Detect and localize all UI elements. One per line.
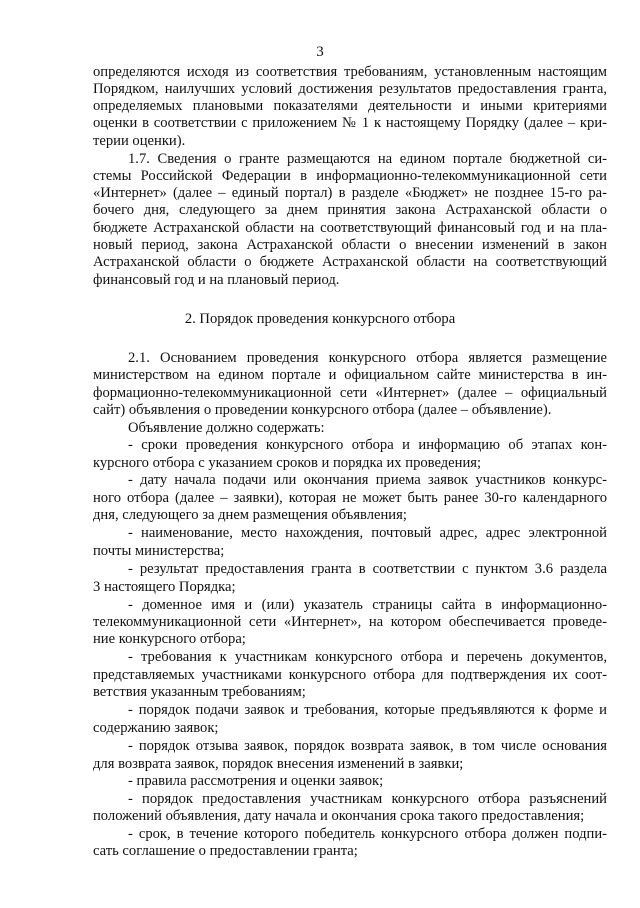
text-line: терии оценки). [93, 133, 186, 149]
text-line: новый период, закона Астраханской области о внесении изменений в закон [93, 237, 607, 253]
text-line: 2.1. Основанием проведения конкурсного отбора является размещение [128, 350, 607, 366]
text-line: финансовый год и на плановый период. [93, 272, 340, 288]
text-line: формационно-телекоммуникационной сети «Интернет» (далее – официальный [93, 385, 607, 401]
list-item-line: дня, следующего за днем размещения объявления; [93, 507, 407, 523]
list-item-line: - порядок подачи заявок и требования, которые предъявляются к форме и [128, 702, 607, 718]
text-line: Объявление должно содержать: [128, 420, 325, 436]
list-item-line: - доменное имя и (или) указатель страницы сайта в информационно- [128, 597, 607, 613]
text-line: «Интернет» (далее – единый портал) в разделе «Бюджет» не позднее 15-го ра- [93, 185, 607, 201]
list-item-line: содержанию заявок; [93, 720, 219, 736]
text-line: сайт) объявления о проведении конкурсного отбора (далее – объявление). [93, 402, 552, 418]
list-item-line: - правила рассмотрения и оценки заявок; [128, 773, 384, 789]
list-item-line: 3 настоящего Порядка; [93, 579, 236, 595]
list-item-line: ного отбора (далее – заявки), которая не может быть ранее 30-го календарного [93, 490, 607, 506]
list-item-line: - срок, в течение которого победитель конкурсного отбора должен подпи- [128, 826, 607, 842]
list-item-line: почты министерства; [93, 543, 225, 559]
list-item-line: - дату начала подачи или окончания приема заявок участников конкурс- [128, 472, 607, 488]
list-item-line: - порядок отзыва заявок, порядок возврата заявок, в том числе основания [128, 738, 607, 754]
section-heading: 2. Порядок проведения конкурсного отбора [184, 311, 456, 327]
list-item-line: сать соглашение о предоставлении гранта; [93, 843, 358, 859]
text-line: министерством на едином портале и официальном сайте министерства в ин- [93, 367, 607, 383]
list-item-line: - наименование, место нахождения, почтовый адрес, адрес электронной [128, 525, 607, 541]
page-number: 3 [316, 44, 324, 60]
list-item-line: для возврата заявок, порядок внесения изменений в заявки; [93, 756, 464, 772]
text-line: бочего дня, следующего за днем принятия закона Астраханской области о [93, 202, 607, 218]
text-line: стемы Российской Федерации в информационно-телекоммуникационной сети [93, 168, 607, 184]
text-line: Астраханской области о бюджете Астраханской области на соответствующий [93, 254, 607, 270]
text-line: Порядком, наилучших условий достижения результатов предоставления гранта, [93, 81, 607, 97]
text-line: определяются исходя из соответствия требованиям, установленным настоящим [93, 64, 607, 80]
text-line: бюджете Астраханской области на соответствующий финансовый год и на пла- [93, 220, 607, 236]
text-line: определяемых плановыми показателями деятельности и иными критериями [93, 98, 607, 114]
list-item-line: положений объявления, дату начала и окончания срока такого предоставления; [93, 808, 585, 824]
list-item-line: - результат предоставления гранта в соответствии с пунктом 3.6 раздела [128, 561, 607, 577]
list-item-line: представляемых участниками конкурсного отбора для подтверждения их соот- [93, 667, 607, 683]
list-item-line: - порядок предоставления участникам конкурсного отбора разъяснений [128, 791, 607, 807]
list-item-line: курсного отбора с указанием сроков и порядка их проведения; [93, 455, 482, 471]
list-item-line: телекоммуникационной сети «Интернет», на котором обеспечивается проведе- [93, 614, 607, 630]
list-item-line: ние конкурсного отбора; [93, 631, 246, 647]
list-item-line: - требования к участникам конкурсного отбора и перечень документов, [128, 649, 607, 665]
text-line: оценки в соответствии с приложением № 1 к настоящему Порядку (далее – кри- [93, 115, 607, 131]
text-line: 1.7. Сведения о гранте размещаются на едином портале бюджетной си- [128, 151, 607, 167]
list-item-line: - сроки проведения конкурсного отбора и информацию об этапах кон- [128, 437, 607, 453]
list-item-line: ветствия указанным требованиям; [93, 684, 306, 700]
